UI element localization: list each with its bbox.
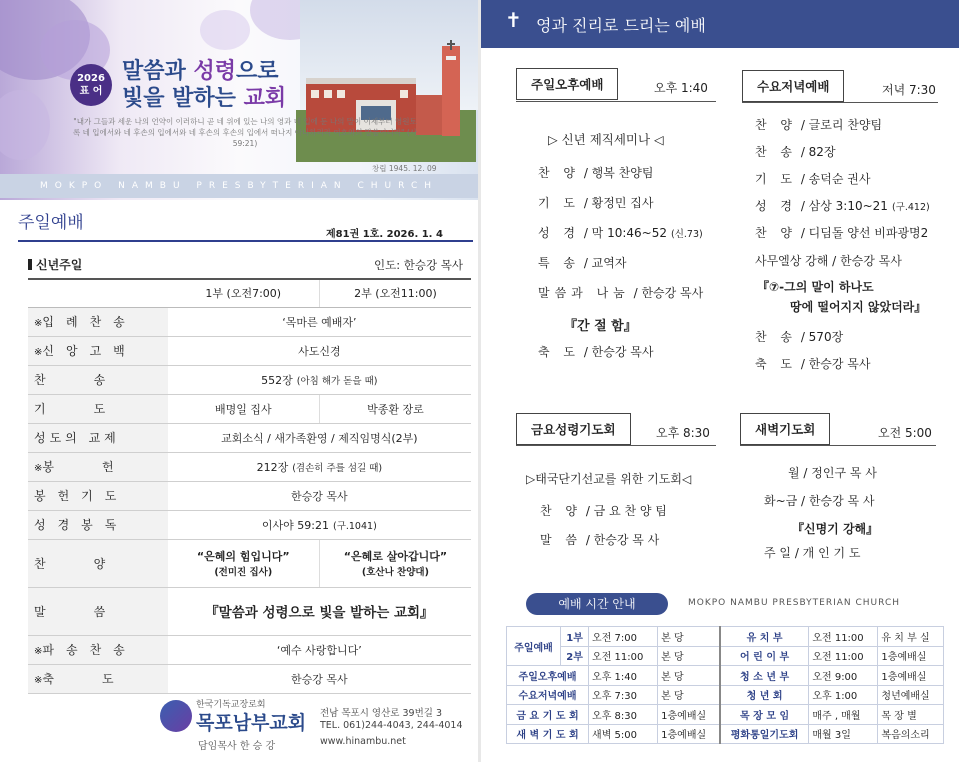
schedule-place: 본 당 (658, 646, 720, 666)
schedule-place: 청년예배실 (878, 685, 944, 705)
order-content-text: 552장 (261, 373, 293, 387)
schedule-place: 목 장 별 (878, 705, 944, 725)
issue-number: 제81권 1호. 2026. 1. 4 (326, 229, 443, 240)
friday-praise: 찬 양 / 금 요 찬 양 팀 (540, 504, 667, 518)
program-line: 찬 송 / 82장 (755, 145, 836, 159)
stand-mark: ※ (34, 347, 43, 358)
english-church-name: MOKPO NAMBU PRESBYTERIAN CHURCH (688, 598, 900, 608)
order-label (28, 587, 168, 635)
motto-verse: "내가 그들과 세운 나의 언약이 이러하니 곧 네 위에 있는 나의 영과 네 입에 둔 나의 말이 이제부터 영원토록 네 입에서와 네 후손의 입에서와 네 후손의 후손의 입에서 떠나지 아니하리라 여호와의 말씀이니라" (사 59:21) (72, 117, 418, 148)
order-label-text: 성도의 교제 (34, 431, 120, 445)
schedule-name: 목 장 모 임 (720, 705, 809, 725)
friday-prayer-title: 금요성령기도회 (516, 413, 631, 445)
program-line: 말씀과 나눔 / 한승강 목사 (538, 286, 704, 300)
motto-word-6: 교회 (243, 86, 287, 111)
schedule-time: 오후 8:30 (589, 705, 658, 725)
order-content-note: (아침 해가 돋을 때) (296, 375, 378, 387)
schedule-row (507, 705, 944, 725)
program-line-value: 송덕순 권사 (808, 172, 871, 186)
schedule-time: 오후 7:30 (589, 685, 658, 705)
schedule-name: 청 소 년 부 (720, 666, 809, 686)
order-content-text: 이사야 59:21 (261, 518, 329, 532)
order-label (28, 664, 168, 693)
afternoon-divider (516, 101, 716, 102)
program-line-value: 삼상 3:10~21 (808, 199, 888, 213)
program-line-value: 행복 찬양팀 (591, 166, 654, 180)
church-name: 목포남부교회 (196, 712, 307, 734)
program-line-note: (신.73) (671, 229, 703, 240)
order-row (28, 452, 471, 481)
order-row (28, 510, 471, 539)
schedule-name: 청 년 회 (720, 685, 809, 705)
afternoon-service-title: 주일오후예배 (516, 68, 618, 100)
program-line-role: 찬 송 (755, 145, 797, 159)
order-label-text: 봉헌기도 (34, 489, 129, 503)
schedule-part: 1부 (561, 627, 589, 647)
order-left-cell (168, 539, 320, 587)
order-row (28, 539, 471, 587)
order-content (168, 423, 471, 452)
order-content (168, 587, 471, 635)
wednesday-service-time: 저녁 7:30 (882, 83, 936, 97)
schedule-row (507, 666, 944, 686)
right-page-title: 영과 진리로 드리는 예배 (536, 16, 706, 35)
order-content-text: 교회소식 / 새가족환영 / 제직임명식(2부) (221, 431, 418, 445)
order-left-text: 배명일 집사 (214, 402, 272, 416)
schedule-name: 금 요 기 도 회 (507, 705, 589, 725)
year-label: 표 어 (79, 86, 103, 97)
dawn-prayer-title: 새벽기도회 (740, 413, 830, 445)
schedule-part: 2부 (561, 646, 589, 666)
order-label-text: 기도 (34, 402, 154, 416)
program-line: 찬 양 / 디딤돌 양선 비파광명2 (755, 226, 929, 240)
program-line: 성 경 / 삼상 3:10~21 (구.412) (755, 199, 930, 213)
schedule-name: 유 치 부 (720, 627, 809, 647)
order-content-text: 『말씀과 성령으로 빛을 발하는 교회』 (205, 605, 434, 621)
friday-divider (516, 445, 716, 446)
program-line-value: 황정민 집사 (591, 196, 654, 210)
order-left-text: “은혜의 힘입니다” (196, 550, 290, 563)
order-content (168, 336, 471, 365)
wednesday-sermon-line2: 땅에 떨어지지 않았더라』 (790, 300, 927, 314)
order-row (28, 635, 471, 664)
stand-mark: ※ (34, 675, 43, 686)
order-left-cell (168, 394, 320, 423)
program-line-role: 말씀과 나눔 (538, 286, 630, 300)
program-line-note: (구.412) (891, 202, 930, 213)
program-line-role: 기 도 (755, 172, 797, 186)
wednesday-divider (742, 102, 938, 103)
schedule-table (506, 626, 944, 744)
program-line-value: 막 10:46~52 (591, 226, 667, 240)
program-line: 찬 양 / 글로리 찬양팀 (755, 118, 883, 132)
dawn-prayer-time: 오전 5:00 (878, 426, 932, 440)
order-label (28, 510, 168, 539)
dawn-divider (740, 445, 936, 446)
denomination: 한국기독교장로회 (196, 700, 266, 710)
page-title: 주일예배 (18, 213, 84, 233)
order-right-cell (319, 394, 471, 423)
order-content (168, 452, 471, 481)
order-label (28, 423, 168, 452)
schedule-name: 새 벽 기 도 회 (507, 724, 589, 744)
time-guide-badge: 예배 시간 안내 (526, 593, 668, 615)
order-row (28, 307, 471, 336)
schedule-time: 오전 11:00 (589, 646, 658, 666)
schedule-name: 주일예배 (507, 627, 561, 666)
program-line: 특 송 / 교역자 (538, 256, 627, 270)
order-right-note: (호산나 찬양대) (361, 567, 429, 578)
schedule-place: 1층예배실 (658, 705, 720, 725)
order-label (28, 365, 168, 394)
schedule-name: 어 린 이 부 (720, 646, 809, 666)
order-content-text: 사도신경 (298, 344, 341, 358)
program-line: 성 경 / 막 10:46~52 (신.73) (538, 226, 703, 240)
order-content-text: ‘예수 사랑합니다’ (276, 643, 362, 657)
order-right-cell (319, 539, 471, 587)
leader: 인도: 한승강 목사 (319, 251, 471, 279)
order-label (28, 336, 168, 365)
motto-word-2: 과 (164, 59, 194, 84)
dawn-sermon: 『신명기 강해』 (792, 522, 879, 536)
telephone: TEL. 061)244-4043, 244-4014 (320, 720, 463, 731)
service-2-time: 2부 (오전11:00) (319, 279, 471, 307)
friday-word: 말 씀 / 한승강 목 사 (540, 533, 660, 547)
schedule-time: 매주 , 매월 (809, 705, 878, 725)
order-content-text: ‘목마른 예배자’ (282, 315, 357, 329)
afternoon-benediction: 축 도 / 한승강 목사 (538, 345, 654, 359)
order-row (28, 394, 471, 423)
order-label (28, 481, 168, 510)
cross-icon: ✝ (505, 8, 522, 32)
order-row (28, 664, 471, 693)
order-content (168, 664, 471, 693)
program-line-role: 찬 양 (755, 118, 797, 132)
stand-mark: ※ (34, 318, 43, 329)
schedule-time: 오전 7:00 (589, 627, 658, 647)
order-content (168, 510, 471, 539)
afternoon-sermon: 『간 절 함』 (564, 319, 637, 334)
order-label (28, 539, 168, 587)
afternoon-subtitle: ▷ 신년 제직세미나 ◁ (548, 132, 664, 147)
order-label (28, 635, 168, 664)
english-church-name-strip: MOKPO NAMBU PRESBYTERIAN CHURCH (0, 174, 478, 198)
motto-word-1: 말씀 (122, 59, 165, 84)
order-content (168, 307, 471, 336)
order-content (168, 481, 471, 510)
schedule-time: 매월 3일 (809, 724, 878, 744)
order-label-text: 찬양 (34, 556, 154, 571)
schedule-row (507, 646, 944, 666)
order-left-note: (전미진 집사) (214, 567, 273, 578)
order-label-text: 봉헌 (42, 460, 162, 474)
order-content-text: 212장 (256, 460, 289, 474)
order-label-text: 입례찬송 (42, 315, 137, 329)
order-row (28, 587, 471, 635)
order-content-text: 한승강 목사 (291, 672, 348, 686)
schedule-place: 복음의소리 (878, 724, 944, 744)
program-line-value: 82장 (808, 145, 836, 159)
schedule-place: 본 당 (658, 666, 720, 686)
order-row (28, 423, 471, 452)
wednesday-hymn: 찬 송 / 570장 (755, 330, 844, 344)
occasion: 신년주일 (36, 258, 83, 272)
bullet-icon (28, 259, 32, 270)
order-content (168, 365, 471, 394)
order-label (28, 452, 168, 481)
address: 전남 목포시 영산로 39번길 3 (320, 708, 442, 719)
schedule-time: 새벽 5:00 (589, 724, 658, 744)
order-right-text: 박종환 장로 (367, 402, 424, 416)
website-link[interactable]: www.hinambu.net (320, 736, 406, 747)
program-line-value: 교역자 (591, 256, 627, 270)
program-line: 찬 양 / 행복 찬양팀 (538, 166, 654, 180)
program-line-role: 성 경 (755, 199, 797, 213)
order-row (28, 365, 471, 394)
schedule-place: 본 당 (658, 627, 720, 647)
order-content-text: 한승강 목사 (291, 489, 348, 503)
order-content (168, 635, 471, 664)
order-label-text: 말씀 (34, 604, 154, 619)
motto-word-4: 으로 (235, 59, 279, 84)
afternoon-service-time: 오후 1:40 (654, 81, 708, 95)
wednesday-sermon-line1: 『⑦-그의 말이 하나도 (757, 280, 874, 294)
order-label (28, 394, 168, 423)
service-times-row (28, 279, 471, 307)
program-line-value: 디딤돌 양선 비파광명2 (808, 226, 929, 240)
schedule-body (507, 627, 944, 744)
schedule-time: 오전 9:00 (809, 666, 878, 686)
motto-word-3: 성령 (193, 59, 236, 84)
schedule-time: 오전 11:00 (809, 646, 878, 666)
program-line-value: 한승강 목사 (641, 286, 704, 300)
order-label-text: 성경봉독 (34, 518, 129, 532)
order-label-text: 축도 (42, 672, 162, 686)
program-line-role: 특 송 (538, 256, 580, 270)
schedule-row (507, 724, 944, 744)
schedule-name: 수요저녁예배 (507, 685, 589, 705)
schedule-place: 1층예배실 (878, 666, 944, 686)
senior-pastor: 담임목사 한 승 강 (198, 741, 276, 752)
order-content-note: (겸손히 주를 섬길 때) (292, 462, 383, 474)
wednesday-message: 사무엘상 강해 / 한승강 목사 (755, 254, 902, 268)
church-logo-icon (160, 700, 192, 732)
occasion-row (28, 251, 471, 279)
stand-mark: ※ (34, 463, 43, 474)
dawn-sunday: 주 일 / 개 인 기 도 (764, 546, 861, 560)
church-motto (122, 58, 286, 112)
program-line-role: 찬 양 (755, 226, 797, 240)
page-fold (478, 0, 481, 762)
program-line-role: 기 도 (538, 196, 580, 210)
schedule-time: 오전 11:00 (809, 627, 878, 647)
schedule-name: 평화통일기도회 (720, 724, 809, 744)
schedule-place: 유 치 부 실 (878, 627, 944, 647)
wednesday-service-title: 수요저녁예배 (742, 70, 844, 102)
title-divider (18, 240, 473, 242)
year-text: 2026 (77, 73, 105, 84)
sunday-order-table (28, 251, 471, 694)
schedule-place: 1층예배실 (878, 646, 944, 666)
order-label (28, 307, 168, 336)
dawn-tue-fri: 화~금 / 한승강 목 사 (764, 494, 875, 508)
schedule-place: 1층예배실 (658, 724, 720, 744)
service-1-time: 1부 (오전7:00) (168, 279, 320, 307)
order-body (28, 307, 471, 693)
program-line-role: 성 경 (538, 226, 580, 240)
stand-mark: ※ (34, 646, 43, 657)
schedule-time: 오후 1:40 (589, 666, 658, 686)
schedule-row (507, 685, 944, 705)
program-line: 기 도 / 송덕순 권사 (755, 172, 871, 186)
program-line-role: 찬 양 (538, 166, 580, 180)
year-badge (70, 64, 112, 106)
motto-word-5: 빛을 발하는 (122, 86, 244, 111)
program-line: 기 도 / 황정민 집사 (538, 196, 654, 210)
schedule-place: 본 당 (658, 685, 720, 705)
schedule-time: 오후 1:00 (809, 685, 878, 705)
order-label-text: 찬송 (34, 373, 154, 387)
schedule-name: 주일오후예배 (507, 666, 589, 686)
order-row (28, 481, 471, 510)
schedule-row (507, 627, 944, 647)
friday-prayer-time: 오후 8:30 (656, 426, 710, 440)
order-content-note: (구.1041) (332, 520, 377, 532)
order-label-text: 신앙고백 (42, 344, 137, 358)
order-right-text: “은혜로 살아갑니다” (343, 550, 448, 563)
founded-date: 창립 1945. 12. 09 (372, 164, 437, 173)
program-line-value: 글로리 찬양팀 (808, 118, 883, 132)
order-row (28, 336, 471, 365)
order-label-text: 파송찬송 (42, 643, 137, 657)
wednesday-benediction: 축 도 / 한승강 목사 (755, 357, 871, 371)
friday-subtitle: ▷태국단기선교를 위한 기도회◁ (526, 472, 692, 486)
dawn-monday: 월 / 정인구 목 사 (788, 466, 877, 480)
